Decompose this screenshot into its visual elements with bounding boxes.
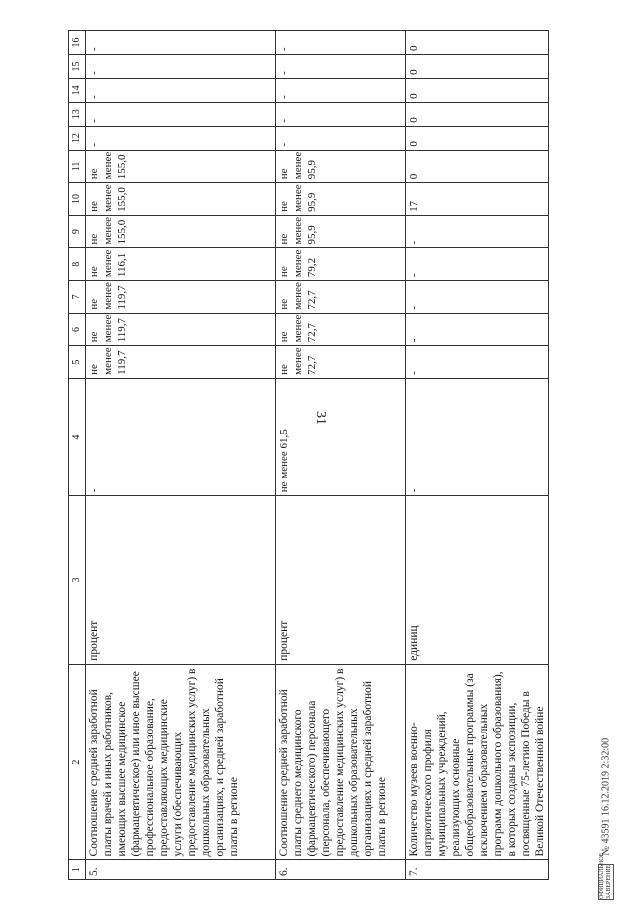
value-cell: не менее 119,7 xyxy=(86,313,276,346)
rotated-table-wrapper xyxy=(68,30,546,880)
value-cell: - xyxy=(86,31,276,55)
value-cell: - xyxy=(276,102,406,126)
col-header: 10 xyxy=(69,183,86,216)
value-cell: не менее 61,5 xyxy=(276,378,406,495)
value-cell: - xyxy=(406,378,549,495)
value-cell: - xyxy=(406,248,549,281)
col-header: 6 xyxy=(69,313,86,346)
indicator-name: Количество музеев военно-патриотического профиля муниципальных учреждений, реализующих основные общеобразовательные программы (за исключением образовательных программ дошкольного образования), в которых созданы экспозиции, посвященные 75-летию Победы в Великой Отечественной войне xyxy=(406,664,549,860)
row-number: 6. xyxy=(276,860,406,880)
value-cell: - xyxy=(276,31,406,55)
value-cell: - xyxy=(276,78,406,102)
value-cell: не менее 72,7 xyxy=(276,281,406,314)
value-cell: не менее 155,0 xyxy=(86,150,276,183)
table-row xyxy=(86,31,276,880)
col-header: 5 xyxy=(69,346,86,379)
col-header: 1 xyxy=(69,860,86,880)
value-cell: - xyxy=(406,313,549,346)
value-cell: не менее 79,2 xyxy=(276,248,406,281)
value-cell: - xyxy=(276,126,406,150)
value-cell: - xyxy=(86,126,276,150)
value-cell: не менее 72,7 xyxy=(276,313,406,346)
value-cell: 0 xyxy=(406,31,549,55)
col-header: 15 xyxy=(69,55,86,79)
certification-logo: ОФИЦИАЛЬНОЕ ЗАВЕРЕНИЕ xyxy=(599,852,612,899)
value-cell: - xyxy=(406,281,549,314)
doc-number: № 43591 xyxy=(600,818,612,856)
unit-cell: процент xyxy=(86,496,276,664)
value-cell: - xyxy=(276,55,406,79)
value-cell: не менее 95,9 xyxy=(276,215,406,248)
value-cell: 0 xyxy=(406,102,549,126)
col-header: 7 xyxy=(69,281,86,314)
value-cell: не менее 116,1 xyxy=(86,248,276,281)
col-header: 14 xyxy=(69,78,86,102)
doc-datetime: 16.12.2019 2:32:00 xyxy=(600,737,612,816)
value-cell: не менее 155,0 xyxy=(86,215,276,248)
value-cell: не менее 119,7 xyxy=(86,346,276,379)
unit-cell: процент xyxy=(276,496,406,664)
value-cell: 17 xyxy=(406,183,549,216)
value-cell: 0 xyxy=(406,78,549,102)
value-cell: - xyxy=(86,102,276,126)
value-cell: - xyxy=(86,55,276,79)
value-cell: 0 xyxy=(406,126,549,150)
col-header: 16 xyxy=(69,31,86,55)
value-cell: не менее 155,0 xyxy=(86,183,276,216)
col-header: 9 xyxy=(69,215,86,248)
value-cell: - xyxy=(406,215,549,248)
value-cell: 0 xyxy=(406,150,549,183)
value-cell: - xyxy=(406,346,549,379)
value-cell: - xyxy=(86,378,276,495)
row-number: 7. xyxy=(406,860,549,880)
table-row xyxy=(406,31,549,880)
col-header: 3 xyxy=(69,496,86,664)
value-cell: не менее 72,7 xyxy=(276,346,406,379)
indicator-name: Соотношение средней заработной платы среднего медицинского (фармацевтического) персонала (персонала, обеспечивающего предоставление медицинских услуг) в дошкольных образовательных организациях и средней заработной платы в регионе xyxy=(276,664,406,860)
document-footer xyxy=(598,600,614,900)
header-row xyxy=(69,31,86,880)
indicator-table xyxy=(68,30,549,880)
indicator-name: Соотношение средней заработной платы врачей и иных работников, имеющих высшее медицинское (фармацевтическое) или иное высшее профессиональное образование, предоставляющих медицинские услуги (обеспечивающих предоставление медицинских услуг) в дошкольных образовательных организациях, и средней заработной платы в регионе xyxy=(86,664,276,860)
col-header: 11 xyxy=(69,150,86,183)
value-cell: не менее 95,9 xyxy=(276,150,406,183)
value-cell: - xyxy=(86,78,276,102)
value-cell: не менее 95,9 xyxy=(276,183,406,216)
page-number: 31 xyxy=(313,411,328,425)
value-cell: 0 xyxy=(406,55,549,79)
unit-cell: единиц xyxy=(406,496,549,664)
col-header: 13 xyxy=(69,102,86,126)
row-number: 5. xyxy=(86,860,276,880)
table-row xyxy=(276,31,406,880)
col-header: 2 xyxy=(69,664,86,860)
col-header: 12 xyxy=(69,126,86,150)
col-header: 8 xyxy=(69,248,86,281)
col-header: 4 xyxy=(69,378,86,495)
value-cell: не менее 119,7 xyxy=(86,281,276,314)
